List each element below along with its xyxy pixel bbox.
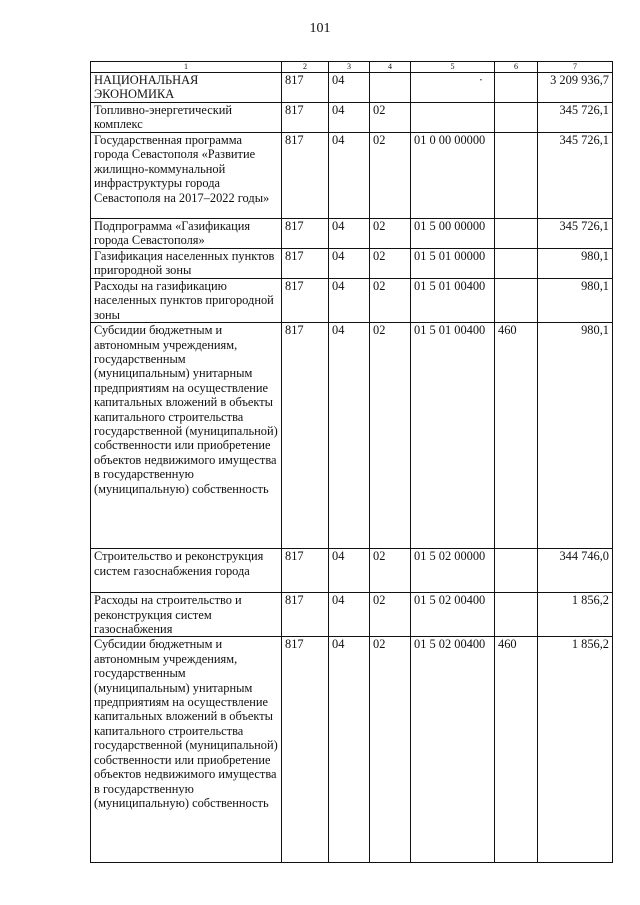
section-code: 04 — [329, 637, 370, 863]
expense-type-code — [495, 249, 538, 279]
budget-table — [90, 61, 613, 863]
amount: 980,1 — [538, 249, 613, 279]
table-row — [91, 279, 613, 323]
table-row — [91, 73, 613, 103]
section-code: 04 — [329, 279, 370, 323]
grbs-code: 817 — [282, 279, 329, 323]
target-article-code — [411, 103, 495, 133]
amount: 344 746,0 — [538, 549, 613, 593]
expense-type-code — [495, 219, 538, 249]
section-code: 04 — [329, 103, 370, 133]
amount: 345 726,1 — [538, 133, 613, 219]
grbs-code: 817 — [282, 73, 329, 103]
amount: 1 856,2 — [538, 593, 613, 637]
target-article-code: · — [411, 73, 495, 103]
subsection-code — [370, 73, 411, 103]
expense-type-code: 460 — [495, 637, 538, 863]
row-name: Субсидии бюджетным и автономным учреждениям, государственным (муниципальным) унитарным предприятиям на осуществление капитальных вложений в объекты капитального строительства государственной (муниципальной) собственности или приобретение объектов недвижимого имущества в государственную (муниципальную) собственность — [91, 637, 282, 863]
row-name: Строительство и реконструкция систем газоснабжения города — [91, 549, 282, 593]
page-number: 101 — [309, 21, 331, 36]
expense-type-code — [495, 73, 538, 103]
expense-type-code — [495, 103, 538, 133]
target-article-code: 01 5 01 00000 — [411, 249, 495, 279]
section-code: 04 — [329, 219, 370, 249]
column-number: 1 — [91, 62, 282, 73]
table-row — [91, 249, 613, 279]
column-number: 5 — [411, 62, 495, 73]
section-code: 04 — [329, 73, 370, 103]
table-row — [91, 549, 613, 593]
target-article-code: 01 5 00 00000 — [411, 219, 495, 249]
target-article-code: 01 5 02 00000 — [411, 549, 495, 593]
row-name: Подпрограмма «Газификация города Севастополя» — [91, 219, 282, 249]
grbs-code: 817 — [282, 549, 329, 593]
table-row — [91, 637, 613, 863]
amount: 3 209 936,7 — [538, 73, 613, 103]
grbs-code: 817 — [282, 637, 329, 863]
table-row — [91, 133, 613, 219]
subsection-code: 02 — [370, 593, 411, 637]
expense-type-code — [495, 133, 538, 219]
section-code: 04 — [329, 593, 370, 637]
target-article-code: 01 0 00 00000 — [411, 133, 495, 219]
column-number: 4 — [370, 62, 411, 73]
row-name: Расходы на строительство и реконструкция систем газоснабжения — [91, 593, 282, 637]
expense-type-code — [495, 279, 538, 323]
amount: 980,1 — [538, 279, 613, 323]
grbs-code: 817 — [282, 323, 329, 549]
column-number: 3 — [329, 62, 370, 73]
row-name: Газификация населенных пунктов пригородной зоны — [91, 249, 282, 279]
grbs-code: 817 — [282, 219, 329, 249]
amount: 980,1 — [538, 323, 613, 549]
target-article-code: 01 5 02 00400 — [411, 593, 495, 637]
row-name: Субсидии бюджетным и автономным учреждениям, государственным (муниципальным) унитарным предприятиям на осуществление капитальных вложений в объекты капитального строительства государственной (муниципальной) собственности или приобретение объектов недвижимого имущества в государственную (муниципальную) собственность — [91, 323, 282, 549]
expense-type-code: 460 — [495, 323, 538, 549]
row-name: НАЦИОНАЛЬНАЯ ЭКОНОМИКА — [91, 73, 282, 103]
row-name: Топливно-энергетический комплекс — [91, 103, 282, 133]
subsection-code: 02 — [370, 549, 411, 593]
target-article-code: 01 5 01 00400 — [411, 323, 495, 549]
subsection-code: 02 — [370, 219, 411, 249]
row-name: Государственная программа города Севастополя «Развитие жилищно-коммунальной инфраструктуры города Севастополя на 2017–2022 годы» — [91, 133, 282, 219]
expense-type-code — [495, 549, 538, 593]
target-article-code: 01 5 02 00400 — [411, 637, 495, 863]
subsection-code: 02 — [370, 637, 411, 863]
grbs-code: 817 — [282, 103, 329, 133]
table-row — [91, 219, 613, 249]
section-code: 04 — [329, 323, 370, 549]
grbs-code: 817 — [282, 249, 329, 279]
column-number-row — [91, 62, 613, 73]
subsection-code: 02 — [370, 133, 411, 219]
section-code: 04 — [329, 249, 370, 279]
amount: 345 726,1 — [538, 219, 613, 249]
subsection-code: 02 — [370, 279, 411, 323]
column-number: 2 — [282, 62, 329, 73]
column-number: 6 — [495, 62, 538, 73]
column-number: 7 — [538, 62, 613, 73]
row-name: Расходы на газификацию населенных пунктов пригородной зоны — [91, 279, 282, 323]
amount: 345 726,1 — [538, 103, 613, 133]
subsection-code: 02 — [370, 249, 411, 279]
grbs-code: 817 — [282, 133, 329, 219]
section-code: 04 — [329, 549, 370, 593]
table-row — [91, 323, 613, 549]
subsection-code: 02 — [370, 103, 411, 133]
table-row — [91, 593, 613, 637]
target-article-code: 01 5 01 00400 — [411, 279, 495, 323]
subsection-code: 02 — [370, 323, 411, 549]
expense-type-code — [495, 593, 538, 637]
section-code: 04 — [329, 133, 370, 219]
table-row — [91, 103, 613, 133]
grbs-code: 817 — [282, 593, 329, 637]
amount: 1 856,2 — [538, 637, 613, 863]
